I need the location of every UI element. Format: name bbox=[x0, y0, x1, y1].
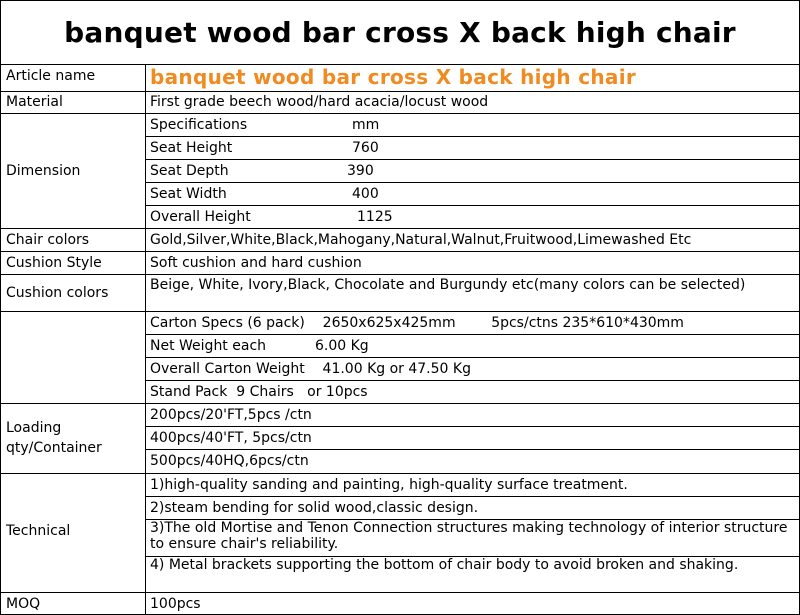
divider bbox=[145, 380, 799, 381]
label-dimension: Dimension bbox=[6, 163, 81, 179]
cushion-colors-value: Beige, White, Ivory,Black, Chocolate and Burgundy etc(many colors can be selected) bbox=[150, 277, 746, 293]
divider bbox=[145, 182, 799, 183]
net-weight: Net Weight each 6.00 Kg bbox=[150, 338, 369, 354]
seat-width-label: Seat Width bbox=[150, 186, 227, 202]
divider bbox=[145, 496, 799, 497]
label-chair-colors: Chair colors bbox=[6, 232, 90, 248]
technical-item: 2)steam bending for solid wood,classic design. bbox=[150, 500, 479, 516]
material-value: First grade beech wood/hard acacia/locust wood bbox=[150, 94, 489, 110]
label-material: Material bbox=[6, 94, 63, 110]
divider bbox=[1, 592, 799, 593]
overall-height-label: Overall Height bbox=[150, 209, 251, 225]
divider bbox=[145, 159, 799, 160]
divider bbox=[145, 136, 799, 137]
spec-unit: mm bbox=[352, 117, 380, 133]
article-name-value: banquet wood bar cross X back high chair bbox=[150, 65, 637, 89]
divider bbox=[1, 113, 799, 114]
seat-width-value: 400 bbox=[352, 186, 379, 202]
label-cushion-style: Cushion Style bbox=[6, 255, 102, 271]
seat-depth-label: Seat Depth bbox=[150, 163, 229, 179]
moq-value: 100pcs bbox=[150, 596, 201, 612]
technical-item: 1)high-quality sanding and painting, high-quality surface treatment. bbox=[150, 477, 628, 493]
divider bbox=[145, 357, 799, 358]
label-loading-1: Loading bbox=[6, 420, 62, 436]
cushion-style-value: Soft cushion and hard cushion bbox=[150, 255, 362, 271]
divider bbox=[145, 449, 799, 450]
overall-carton-weight: Overall Carton Weight 41.00 Kg or 47.50 Kg bbox=[150, 361, 471, 377]
seat-height-label: Seat Height bbox=[150, 140, 233, 156]
seat-height-value: 760 bbox=[352, 140, 379, 156]
label-moq: MOQ bbox=[6, 596, 41, 612]
divider bbox=[1, 274, 799, 275]
carton-specs: Carton Specs (6 pack) 2650x625x425mm 5pcs/ctns 235*610*430mm bbox=[150, 315, 684, 331]
divider bbox=[1, 228, 799, 229]
spec-label: Specifications bbox=[150, 117, 248, 133]
label-loading-2: qty/Container bbox=[6, 440, 102, 456]
divider bbox=[1, 403, 799, 404]
label-cushion-colors: Cushion colors bbox=[6, 285, 109, 301]
divider bbox=[1, 311, 799, 312]
technical-item: 3)The old Mortise and Tenon Connection structures making technology of interior structure to ensure chair's reliability. bbox=[150, 520, 788, 552]
divider bbox=[145, 205, 799, 206]
stand-pack: Stand Pack 9 Chairs or 10pcs bbox=[150, 384, 368, 400]
divider bbox=[1, 473, 799, 474]
technical-item: 4) Metal brackets supporting the bottom of chair body to avoid broken and shaking. bbox=[150, 557, 739, 573]
chair-colors-value: Gold,Silver,White,Black,Mahogany,Natural,Walnut,Fruitwood,Limewashed Etc bbox=[150, 232, 692, 248]
column-divider bbox=[145, 64, 146, 614]
loading-item: 400pcs/40'FT, 5pcs/ctn bbox=[150, 430, 312, 446]
divider bbox=[1, 91, 799, 92]
loading-item: 500pcs/40HQ,6pcs/ctn bbox=[150, 453, 309, 469]
divider bbox=[145, 334, 799, 335]
seat-depth-value: 390 bbox=[347, 163, 374, 179]
divider bbox=[145, 426, 799, 427]
loading-item: 200pcs/20'FT,5pcs /ctn bbox=[150, 407, 312, 423]
page-title: banquet wood bar cross X back high chair bbox=[64, 16, 736, 49]
label-article-name: Article name bbox=[6, 68, 96, 84]
label-technical: Technical bbox=[6, 523, 71, 539]
overall-height-value: 1125 bbox=[357, 209, 393, 225]
divider bbox=[1, 251, 799, 252]
